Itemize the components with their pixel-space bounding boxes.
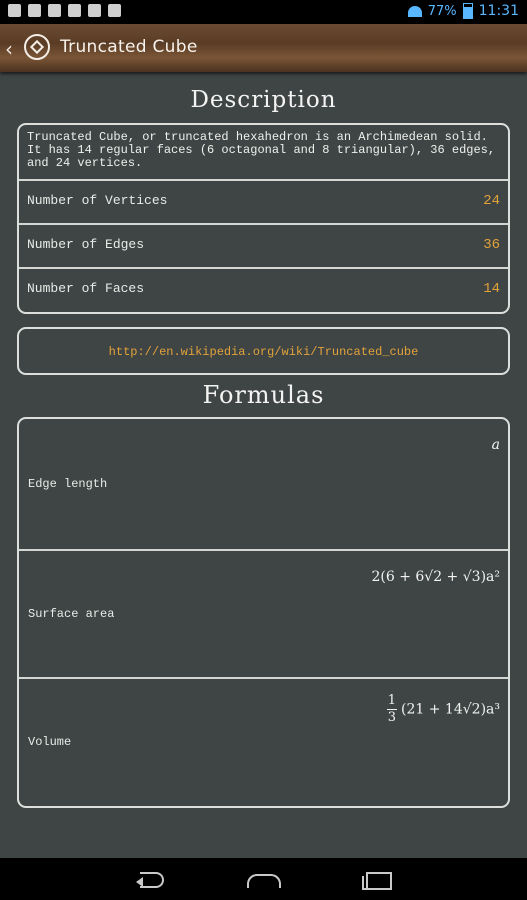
edge-length-formula: a <box>491 437 500 453</box>
home-icon[interactable] <box>247 868 279 890</box>
vertices-label: Number of Vertices <box>27 193 168 208</box>
vertices-value: 24 <box>483 193 500 209</box>
volume-fraction-denominator: 3 <box>387 710 397 725</box>
wifi-icon <box>408 6 422 17</box>
edges-row <box>19 223 508 267</box>
navigation-bar <box>0 858 527 900</box>
faces-label: Number of Faces <box>27 281 145 296</box>
page-title: Truncated Cube <box>60 37 198 57</box>
edges-value: 36 <box>483 237 500 253</box>
back-chevron-icon[interactable]: ‹ <box>5 37 13 61</box>
search-icon <box>68 4 81 17</box>
description-heading: Description <box>190 87 337 113</box>
notification-icons <box>8 4 121 17</box>
edge-length-label: Edge length <box>28 477 108 491</box>
notification-icon <box>8 4 21 17</box>
recent-apps-icon[interactable] <box>360 868 392 890</box>
surface-area-formula: 2(6 + 6√2 + √3)a² <box>371 569 500 585</box>
camera-icon <box>88 4 101 17</box>
formulas-heading: Formulas <box>202 381 325 409</box>
battery-icon <box>463 3 473 19</box>
wikipedia-link-card[interactable] <box>17 327 510 375</box>
surface-area-label: Surface area <box>28 607 115 621</box>
volume-fraction <box>387 693 397 726</box>
cloud-icon <box>28 4 41 17</box>
vertices-row <box>19 179 508 223</box>
action-bar <box>0 24 527 72</box>
formula-row-edge <box>19 419 508 549</box>
status-bar <box>0 0 527 24</box>
back-icon[interactable] <box>136 868 168 890</box>
description-card <box>17 123 510 314</box>
volume-formula <box>387 693 500 726</box>
clock: 11:31 <box>478 3 519 19</box>
volume-fraction-numerator: 1 <box>387 693 397 708</box>
formula-row-surface <box>19 549 508 677</box>
description-text: Truncated Cube, or truncated hexahedron is an Archimedean solid. It has 14 regular faces (6 octagonal and 8 triangular), 36 edges, and 24 vertices. <box>27 130 496 170</box>
wikipedia-link[interactable]: http://en.wikipedia.org/wiki/Truncated_cube <box>108 345 419 359</box>
faces-value: 14 <box>483 281 500 297</box>
image-icon <box>48 4 61 17</box>
formula-row-volume <box>19 677 508 807</box>
battery-percent: 77% <box>427 3 457 19</box>
app-icon[interactable] <box>24 34 50 60</box>
volume-expression: (21 + 14√2)a³ <box>401 701 500 718</box>
faces-row <box>19 267 508 311</box>
volume-label: Volume <box>28 735 72 749</box>
edges-label: Number of Edges <box>27 237 145 252</box>
bag-icon <box>108 4 121 17</box>
formulas-card <box>17 417 510 808</box>
